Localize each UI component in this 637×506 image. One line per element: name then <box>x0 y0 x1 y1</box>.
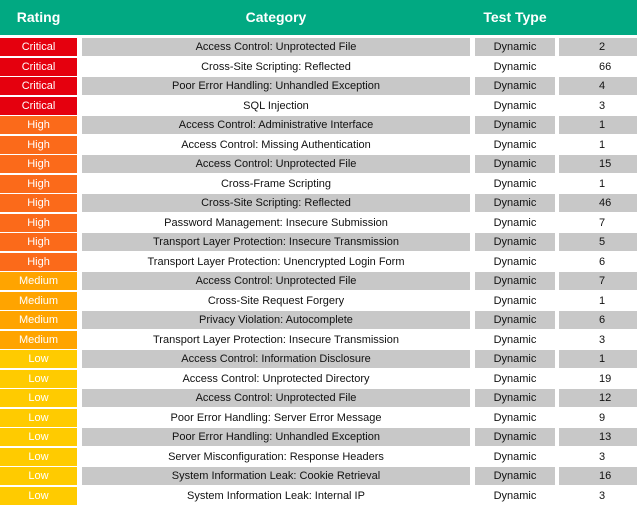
table-header <box>0 0 637 35</box>
rating-cell: Medium <box>0 272 77 290</box>
rating-cell: Critical <box>0 38 77 56</box>
test-type-cell: Dynamic <box>493 60 537 73</box>
count-cell: 12 <box>559 389 637 407</box>
count-cell: 1 <box>559 116 637 134</box>
rating-cell: Low <box>0 389 77 407</box>
category-cell: Access Control: Administrative Interface <box>82 116 470 134</box>
table-row <box>0 233 637 252</box>
header-category: Category <box>245 9 307 25</box>
category-cell: Access Control: Unprotected Directory <box>182 372 370 385</box>
test-type-cell: Dynamic <box>475 350 555 368</box>
test-type-cell: Dynamic <box>475 155 555 173</box>
test-type-cell: Dynamic <box>475 38 555 56</box>
count-cell: 2 <box>559 38 637 56</box>
rating-cell: High <box>0 253 77 271</box>
header-test-type: Test Type <box>483 9 547 25</box>
test-type-cell: Dynamic <box>493 177 537 190</box>
table-row <box>0 253 637 272</box>
test-type-cell: Dynamic <box>493 216 537 229</box>
count-cell: 1 <box>599 177 606 190</box>
category-cell: Access Control: Unprotected File <box>82 155 470 173</box>
table-row <box>0 409 637 428</box>
category-cell: Access Control: Unprotected File <box>82 389 470 407</box>
count-cell: 16 <box>559 467 637 485</box>
table-row <box>0 292 637 311</box>
category-cell: Access Control: Unprotected File <box>82 272 470 290</box>
rating-cell: High <box>0 155 77 173</box>
table-row <box>0 331 637 350</box>
rating-cell: High <box>0 214 77 232</box>
rating-cell: Medium <box>0 292 77 310</box>
test-type-cell: Dynamic <box>475 233 555 251</box>
category-cell: Server Misconfiguration: Response Headers <box>168 450 384 463</box>
test-type-cell: Dynamic <box>493 138 537 151</box>
test-type-cell: Dynamic <box>475 389 555 407</box>
table-row <box>0 272 637 291</box>
rating-cell: Medium <box>0 311 77 329</box>
test-type-cell: Dynamic <box>493 255 537 268</box>
count-cell: 7 <box>599 216 606 229</box>
table-row <box>0 116 637 135</box>
table-row <box>0 175 637 194</box>
rating-cell: Critical <box>0 97 77 115</box>
rating-cell: Critical <box>0 58 77 76</box>
count-cell: 7 <box>559 272 637 290</box>
rating-cell: Low <box>0 370 77 388</box>
table-row <box>0 58 637 77</box>
count-cell: 9 <box>599 411 606 424</box>
table-row <box>0 428 637 447</box>
test-type-cell: Dynamic <box>475 272 555 290</box>
table-row <box>0 311 637 330</box>
category-cell: Poor Error Handling: Unhandled Exception <box>82 428 470 446</box>
category-cell: System Information Leak: Internal IP <box>187 489 365 502</box>
rating-cell: Low <box>0 467 77 485</box>
test-type-cell: Dynamic <box>475 311 555 329</box>
category-cell: Privacy Violation: Autocomplete <box>82 311 470 329</box>
category-cell: Password Management: Insecure Submission <box>164 216 388 229</box>
category-cell: Transport Layer Protection: Insecure Transmission <box>82 233 470 251</box>
category-cell: Poor Error Handling: Unhandled Exception <box>82 77 470 95</box>
test-type-cell: Dynamic <box>475 467 555 485</box>
count-cell: 6 <box>599 255 606 268</box>
test-type-cell: Dynamic <box>493 450 537 463</box>
category-cell: Transport Layer Protection: Unencrypted Login Form <box>147 255 405 268</box>
rating-cell: Low <box>0 428 77 446</box>
table-row <box>0 350 637 369</box>
rating-cell: High <box>0 116 77 134</box>
category-cell: Cross-Site Request Forgery <box>207 294 345 307</box>
count-cell: 15 <box>559 155 637 173</box>
count-cell: 13 <box>559 428 637 446</box>
rating-cell: Low <box>0 487 77 505</box>
count-cell: 3 <box>599 333 606 346</box>
count-cell: 46 <box>559 194 637 212</box>
category-cell: Access Control: Information Disclosure <box>82 350 470 368</box>
rating-cell: Low <box>0 350 77 368</box>
table-row <box>0 97 637 116</box>
table-row <box>0 77 637 96</box>
category-cell: SQL Injection <box>243 99 309 112</box>
count-cell: 4 <box>559 77 637 95</box>
test-type-cell: Dynamic <box>475 77 555 95</box>
rating-cell: High <box>0 175 77 193</box>
test-type-cell: Dynamic <box>493 411 537 424</box>
count-cell: 66 <box>599 60 612 73</box>
table-row <box>0 214 637 233</box>
test-type-cell: Dynamic <box>475 428 555 446</box>
table-row <box>0 194 637 213</box>
rating-cell: Critical <box>0 77 77 95</box>
count-cell: 3 <box>599 489 606 502</box>
table-row <box>0 448 637 467</box>
count-cell: 6 <box>559 311 637 329</box>
category-cell: Access Control: Missing Authentication <box>181 138 371 151</box>
count-cell: 19 <box>599 372 612 385</box>
category-cell: Cross-Frame Scripting <box>220 177 332 190</box>
rating-cell: Low <box>0 448 77 466</box>
table-row <box>0 136 637 155</box>
test-type-cell: Dynamic <box>475 194 555 212</box>
count-cell: 1 <box>599 138 606 151</box>
table-row <box>0 389 637 408</box>
rating-cell: High <box>0 136 77 154</box>
test-type-cell: Dynamic <box>493 489 537 502</box>
category-cell: Poor Error Handling: Server Error Message <box>170 411 382 424</box>
header-rating: Rating <box>16 9 61 25</box>
count-cell: 5 <box>559 233 637 251</box>
category-cell: Cross-Site Scripting: Reflected <box>201 60 351 73</box>
rating-cell: High <box>0 233 77 251</box>
table-row <box>0 370 637 389</box>
count-cell: 1 <box>599 294 606 307</box>
count-cell: 3 <box>599 450 606 463</box>
test-type-cell: Dynamic <box>475 116 555 134</box>
table-row <box>0 467 637 486</box>
test-type-cell: Dynamic <box>493 333 537 346</box>
table-body <box>0 38 637 506</box>
test-type-cell: Dynamic <box>493 372 537 385</box>
table-row <box>0 487 637 506</box>
test-type-cell: Dynamic <box>493 99 537 112</box>
rating-cell: Low <box>0 409 77 427</box>
category-cell: Transport Layer Protection: Insecure Transmission <box>153 333 399 346</box>
category-cell: Cross-Site Scripting: Reflected <box>82 194 470 212</box>
count-cell: 1 <box>559 350 637 368</box>
test-type-cell: Dynamic <box>493 294 537 307</box>
rating-cell: High <box>0 194 77 212</box>
table-row <box>0 155 637 174</box>
table-row <box>0 38 637 57</box>
category-cell: Access Control: Unprotected File <box>82 38 470 56</box>
rating-cell: Medium <box>0 331 77 349</box>
category-cell: System Information Leak: Cookie Retrieval <box>82 467 470 485</box>
count-cell: 3 <box>599 99 606 112</box>
